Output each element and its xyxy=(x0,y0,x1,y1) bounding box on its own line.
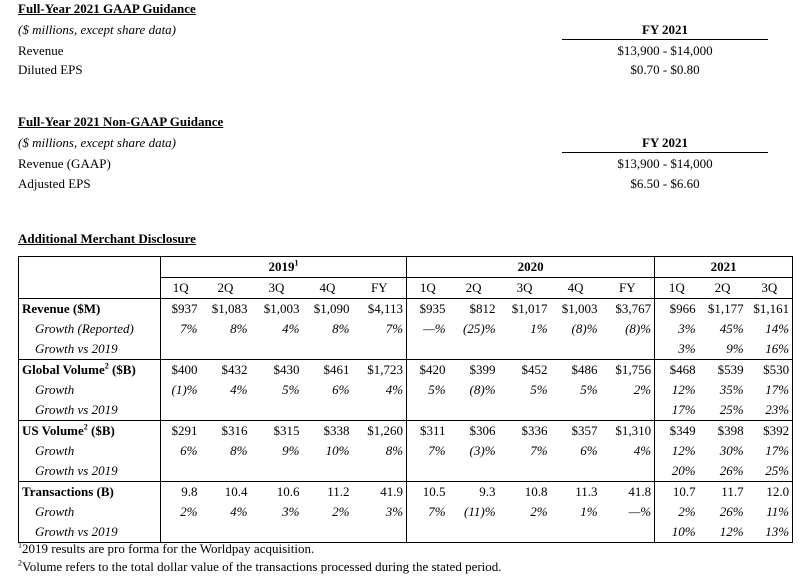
footnote-1: $^1$2019 results are pro forma for the Worldpay acquisition. xyxy=(18,540,315,556)
table-cell: 10.6 xyxy=(276,484,300,499)
table-cell xyxy=(407,400,449,421)
table-cell: 25% xyxy=(747,461,793,482)
table-cell: 6% xyxy=(332,382,350,397)
table-cell: 13% xyxy=(747,522,793,543)
table-cell xyxy=(303,400,353,421)
table-cell: 10% xyxy=(655,522,699,543)
table-cell: 25% xyxy=(699,400,747,421)
table-cell: $315 xyxy=(273,423,300,438)
table-row xyxy=(19,360,793,381)
nongaap-guidance-title: Full-Year 2021 Non-GAAP Guidance xyxy=(18,114,224,129)
submetric-label: Growth vs 2019 xyxy=(19,522,161,543)
table-cell: $399 xyxy=(469,362,496,377)
submetric-label: Growth xyxy=(19,380,161,400)
gaap-revenue-label: Revenue xyxy=(18,43,64,58)
table-cell xyxy=(201,400,251,421)
table-row xyxy=(19,421,793,442)
table-cell: 4% xyxy=(282,321,300,336)
quarter-header-2020-2q: 2Q xyxy=(449,278,499,299)
table-row xyxy=(19,441,793,461)
year-header-2019: 2019$^1$ xyxy=(161,257,407,278)
table-cell: $338 xyxy=(323,423,350,438)
table-cell: $392 xyxy=(747,421,793,442)
quarter-header-2021-1q: 1Q xyxy=(655,278,699,299)
table-cell: $4,113 xyxy=(367,301,404,316)
nongaap-revenue-label: Revenue (GAAP) xyxy=(18,156,111,171)
table-cell: $1,310 xyxy=(615,423,652,438)
table-cell: 7% xyxy=(385,321,404,336)
table-cell: 12% xyxy=(655,380,699,400)
table-cell: 8% xyxy=(385,443,404,458)
table-cell xyxy=(601,339,655,360)
table-cell: $432 xyxy=(221,362,248,377)
table-cell: (11)% xyxy=(464,504,496,519)
table-cell: 11.2 xyxy=(327,484,350,499)
table-cell: 11.7 xyxy=(721,484,744,499)
table-cell xyxy=(353,339,407,360)
table-cell xyxy=(499,339,551,360)
table-cell: $1,017 xyxy=(511,301,548,316)
nongaap-eps-value: $6.50 - $6.60 xyxy=(630,176,700,191)
table-cell: $452 xyxy=(521,362,548,377)
table-cell: 5% xyxy=(282,382,300,397)
table-cell xyxy=(201,339,251,360)
table-cell: 2% xyxy=(655,502,699,522)
table-cell: 26% xyxy=(719,504,744,519)
table-cell: (8)% xyxy=(469,382,496,397)
table-cell xyxy=(551,461,601,482)
table-row xyxy=(19,380,793,400)
table-cell xyxy=(353,522,407,543)
table-cell: 17% xyxy=(747,441,793,461)
year-header-2021: 2021 xyxy=(655,257,793,278)
table-row xyxy=(19,502,793,522)
table-cell: $1,723 xyxy=(367,362,404,377)
table-cell: $311 xyxy=(407,421,449,442)
table-cell: 1% xyxy=(580,504,598,519)
table-cell xyxy=(449,339,499,360)
table-cell: $539 xyxy=(717,362,744,377)
table-cell: 3% xyxy=(655,339,699,360)
quarter-header-2019-fy: FY xyxy=(353,278,407,299)
table-cell: 9.8 xyxy=(161,482,201,503)
table-corner-lower xyxy=(19,278,161,299)
table-cell: $1,756 xyxy=(615,362,652,377)
table-cell: 7% xyxy=(407,502,449,522)
table-cell: $1,177 xyxy=(707,301,744,316)
table-cell: $357 xyxy=(571,423,598,438)
quarter-header-2021-3q: 3Q xyxy=(747,278,793,299)
table-cell: 10.5 xyxy=(407,482,449,503)
table-row xyxy=(19,339,793,360)
table-cell: 9% xyxy=(282,443,300,458)
table-cell: $336 xyxy=(521,423,548,438)
table-cell: $420 xyxy=(407,360,449,381)
table-cell: 16% xyxy=(747,339,793,360)
table-cell xyxy=(407,522,449,543)
table-cell xyxy=(201,461,251,482)
table-cell: 10.8 xyxy=(524,484,548,499)
quarter-header-2020-3q: 3Q xyxy=(499,278,551,299)
footnote-2: $^2$Volume refers to the total dollar value of the transactions processed during the stated period. xyxy=(18,558,502,574)
metric-label: US Volume$^2$ ($B) xyxy=(19,421,161,442)
table-cell: 9% xyxy=(699,339,747,360)
table-cell xyxy=(601,461,655,482)
table-cell xyxy=(161,400,201,421)
table-cell: (3)% xyxy=(469,443,496,458)
table-cell: 5% xyxy=(580,382,598,397)
table-cell: $3,767 xyxy=(615,301,652,316)
quarter-header-2019-3q: 3Q xyxy=(251,278,303,299)
nongaap-fy-header: FY 2021 xyxy=(562,135,768,153)
table-cell: 2% xyxy=(633,382,652,397)
table-cell: —% xyxy=(628,504,652,519)
table-cell: (8)% xyxy=(625,321,652,336)
table-cell xyxy=(251,461,303,482)
table-cell: (1)% xyxy=(161,380,201,400)
table-cell: 12% xyxy=(655,441,699,461)
table-cell: (25)% xyxy=(463,321,496,336)
table-cell xyxy=(499,522,551,543)
nongaap-revenue-value: $13,900 - $14,000 xyxy=(617,156,713,171)
metric-label: Revenue ($M) xyxy=(19,299,161,320)
table-cell: $316 xyxy=(221,423,248,438)
metric-label: Global Volume$^2$ ($B) xyxy=(19,360,161,381)
merchant-disclosure-table xyxy=(18,256,793,543)
table-cell: $400 xyxy=(161,360,201,381)
table-cell: $935 xyxy=(407,299,449,320)
table-cell: 17% xyxy=(747,380,793,400)
table-cell: 10.4 xyxy=(224,484,248,499)
table-cell xyxy=(161,339,201,360)
table-cell: 35% xyxy=(719,382,744,397)
submetric-label: Growth vs 2019 xyxy=(19,461,161,482)
quarter-header-2020-4q: 4Q xyxy=(551,278,601,299)
table-row xyxy=(19,522,793,543)
table-cell: $1,003 xyxy=(263,301,300,316)
table-cell: $1,260 xyxy=(367,423,404,438)
table-cell xyxy=(551,400,601,421)
table-cell xyxy=(499,400,551,421)
submetric-label: Growth (Reported) xyxy=(19,319,161,339)
table-cell: 6% xyxy=(580,443,598,458)
year-header-2020: 2020 xyxy=(407,257,655,278)
table-cell xyxy=(161,461,201,482)
table-cell xyxy=(353,400,407,421)
submetric-label: Growth vs 2019 xyxy=(19,400,161,421)
table-cell: $966 xyxy=(655,299,699,320)
nongaap-units-note: ($ millions, except share data) xyxy=(18,135,177,150)
quarter-header-2021-2q: 2Q xyxy=(699,278,747,299)
quarter-header-2019-1q: 1Q xyxy=(161,278,201,299)
table-cell: $1,083 xyxy=(211,301,248,316)
table-cell: $349 xyxy=(655,421,699,442)
table-cell: $812 xyxy=(469,301,496,316)
quarter-header-2019-2q: 2Q xyxy=(201,278,251,299)
table-cell: 45% xyxy=(719,321,744,336)
table-cell: 7% xyxy=(161,319,201,339)
table-cell: 12.0 xyxy=(747,482,793,503)
table-cell: 4% xyxy=(385,382,404,397)
table-cell xyxy=(449,461,499,482)
table-cell: 3% xyxy=(385,504,404,519)
table-cell: 8% xyxy=(230,443,248,458)
table-cell: 5% xyxy=(407,380,449,400)
table-cell: 2% xyxy=(332,504,350,519)
table-cell xyxy=(449,522,499,543)
table-cell: 5% xyxy=(530,382,548,397)
table-corner xyxy=(19,257,161,278)
table-cell: 6% xyxy=(161,441,201,461)
table-cell xyxy=(303,339,353,360)
gaap-guidance-title: Full-Year 2021 GAAP Guidance xyxy=(18,1,196,16)
merchant-disclosure-title: Additional Merchant Disclosure xyxy=(18,231,196,246)
table-cell: 12% xyxy=(699,522,747,543)
table-cell: 20% xyxy=(655,461,699,482)
table-cell xyxy=(251,522,303,543)
table-cell: $398 xyxy=(717,423,744,438)
table-cell: 4% xyxy=(230,504,248,519)
table-cell xyxy=(601,400,655,421)
quarter-header-2019-4q: 4Q xyxy=(303,278,353,299)
table-cell: $1,003 xyxy=(561,301,598,316)
table-cell: $1,161 xyxy=(747,299,793,320)
table-cell: 30% xyxy=(719,443,744,458)
table-cell: 26% xyxy=(699,461,747,482)
table-cell xyxy=(251,339,303,360)
submetric-label: Growth xyxy=(19,502,161,522)
table-row xyxy=(19,461,793,482)
table-cell: $468 xyxy=(655,360,699,381)
table-cell: (8)% xyxy=(571,321,598,336)
table-cell: $1,090 xyxy=(313,301,350,316)
gaap-revenue-value: $13,900 - $14,000 xyxy=(617,43,713,58)
table-cell xyxy=(251,400,303,421)
table-cell: 10% xyxy=(325,443,350,458)
table-cell: $291 xyxy=(161,421,201,442)
table-cell: $306 xyxy=(469,423,496,438)
table-cell: 8% xyxy=(332,321,350,336)
quarter-header-2020-1q: 1Q xyxy=(407,278,449,299)
quarter-header-2020-fy: FY xyxy=(601,278,655,299)
table-cell: 41.8 xyxy=(628,484,652,499)
metric-label: Transactions (B) xyxy=(19,482,161,503)
table-cell: 4% xyxy=(633,443,652,458)
table-cell: 3% xyxy=(655,319,699,339)
table-cell: $486 xyxy=(571,362,598,377)
table-cell: —% xyxy=(407,319,449,339)
submetric-label: Growth xyxy=(19,441,161,461)
table-cell xyxy=(601,522,655,543)
table-row xyxy=(19,319,793,339)
table-cell xyxy=(303,461,353,482)
table-cell xyxy=(449,400,499,421)
table-cell: 11% xyxy=(747,502,793,522)
table-cell: 11.3 xyxy=(575,484,598,499)
table-cell: 10.7 xyxy=(655,482,699,503)
table-cell: 7% xyxy=(530,443,548,458)
table-cell xyxy=(303,522,353,543)
table-cell xyxy=(407,461,449,482)
table-cell xyxy=(551,339,601,360)
table-cell xyxy=(407,339,449,360)
table-cell xyxy=(499,461,551,482)
table-cell: 14% xyxy=(747,319,793,339)
table-row xyxy=(19,400,793,421)
submetric-label: Growth vs 2019 xyxy=(19,339,161,360)
table-cell: $461 xyxy=(323,362,350,377)
table-cell: 17% xyxy=(655,400,699,421)
gaap-eps-value: $0.70 - $0.80 xyxy=(630,62,700,77)
table-cell xyxy=(551,522,601,543)
gaap-units-note: ($ millions, except share data) xyxy=(18,22,177,37)
table-cell: $530 xyxy=(747,360,793,381)
table-cell: 2% xyxy=(530,504,548,519)
table-cell: 9.3 xyxy=(479,484,496,499)
table-cell: $937 xyxy=(161,299,201,320)
table-cell: 1% xyxy=(530,321,548,336)
table-row xyxy=(19,299,793,320)
table-cell: 3% xyxy=(282,504,300,519)
table-cell: 8% xyxy=(230,321,248,336)
table-cell: 41.9 xyxy=(380,484,404,499)
nongaap-eps-label: Adjusted EPS xyxy=(18,176,91,191)
table-cell xyxy=(161,522,201,543)
table-cell: 4% xyxy=(230,382,248,397)
table-cell: $430 xyxy=(273,362,300,377)
gaap-eps-label: Diluted EPS xyxy=(18,62,83,77)
table-cell: 2% xyxy=(161,502,201,522)
table-cell xyxy=(353,461,407,482)
table-cell: 23% xyxy=(747,400,793,421)
table-row xyxy=(19,482,793,503)
gaap-fy-header: FY 2021 xyxy=(562,22,768,40)
table-cell xyxy=(201,522,251,543)
table-cell: 7% xyxy=(407,441,449,461)
